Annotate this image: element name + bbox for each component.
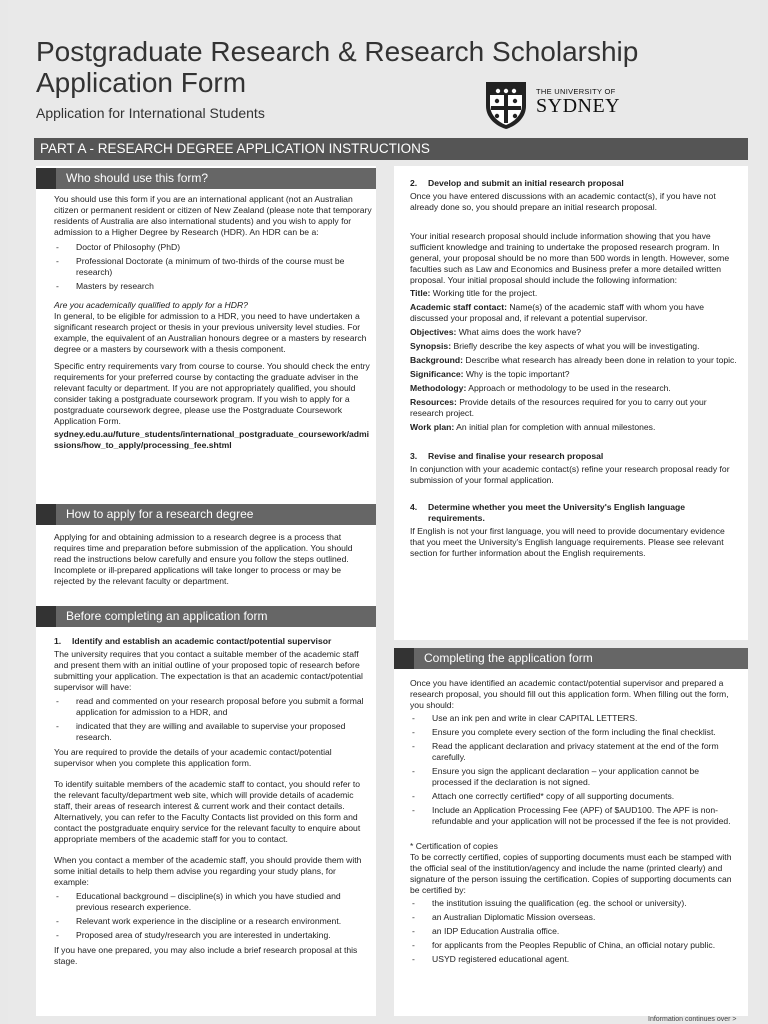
proposal-field	[410, 369, 740, 380]
form-page	[8, 0, 760, 1024]
certification-heading: * Certification of copies	[410, 841, 498, 851]
page-subtitle: Application for International Students	[36, 105, 265, 121]
entry-requirements-paragraph: Specific entry requirements vary from course to course. You should check the entry requirements for your preferred course by contacting the graduate adviser in the relevant faculty or department. If you are not appropriately qualified, you should consider taking a postgraduate coursework program. If you wish to apply for a postgraduate coursework degree, please use the Postgraduate Coursework Application Form.	[54, 361, 370, 426]
how-heading-text: How to apply for a research degree	[66, 507, 254, 521]
heading-marker	[36, 168, 56, 189]
supervisor-expectation-list	[54, 696, 372, 743]
heading-marker	[394, 648, 414, 669]
university-logo	[482, 80, 632, 130]
step-1-paragraph-2: You are required to provide the details of your academic contact/potential supervisor when you complete this application form.	[54, 747, 332, 768]
field-value: What aims does the work have?	[458, 327, 582, 337]
field-value: Provide details of the resources required for you to carry out your research project.	[410, 397, 707, 418]
step-title: Identify and establish an academic contact/potential supervisor	[72, 636, 332, 646]
list-item: - an IDP Education Australia office.	[410, 926, 740, 937]
list-item: - read and commented on your research proposal before you submit a formal application for admission to a HDR, and	[54, 696, 372, 718]
heading-marker	[36, 606, 56, 627]
proposal-field	[410, 288, 740, 299]
part-a-heading: PART A - RESEARCH DEGREE APPLICATION INSTRUCTIONS	[34, 138, 748, 160]
field-key: Work plan:	[410, 422, 455, 432]
step-2-heading	[410, 178, 740, 189]
crest-icon	[482, 80, 530, 130]
step-1-paragraph-4: When you contact a member of the academic staff, you should provide them with some initial details to help them advise you regarding your study plans, for example:	[54, 855, 362, 887]
field-key: Title:	[410, 288, 431, 298]
list-item: - the institution issuing the qualification (eg. the school or university).	[410, 898, 740, 909]
logo-text-big: SYDNEY	[536, 95, 621, 117]
who-heading-text: Who should use this form?	[66, 171, 209, 185]
list-item: - Masters by research	[54, 281, 372, 292]
list-item: - indicated that they are willing and available to supervise your proposed research.	[54, 721, 372, 743]
step-2-paragraph-2: Your initial research proposal should include information showing that you have sufficient knowledge and training to undertake the proposed research program. In general, your proposal should be no more than 500 words in length. However, some faculties such as Law and Economics and Business prefer a more detailed written proposal. Your initial proposal should include the following information:	[410, 231, 730, 285]
list-item: - Include an Application Processing Fee (APF) of $AUD100. The APF is non-refundable and your application will not be processed if the fee is not provided.	[410, 805, 740, 827]
step-1-paragraph-5: If you have one prepared, you may also include a brief research proposal at this stage.	[54, 945, 358, 966]
field-key: Resources:	[410, 397, 457, 407]
field-value: Working title for the project.	[432, 288, 538, 298]
right-column-bottom	[394, 648, 748, 1016]
step-number: 1.	[54, 636, 62, 646]
before-heading-text: Before completing an application form	[66, 609, 268, 623]
field-value: Briefly describe the key aspects of what you will be investigating.	[453, 341, 700, 351]
field-value: Approach or methodology to be used in the research.	[468, 383, 671, 393]
who-section-heading	[36, 168, 376, 189]
list-item: - Ensure you complete every section of the form including the final checklist.	[410, 727, 740, 738]
step-4-paragraph: If English is not your first language, you will need to provide documentary evidence that you meet the University's English language requirements. Please see relevant section for further information about the English requirements.	[410, 526, 725, 558]
left-column	[36, 166, 376, 1016]
list-item: - for applicants from the Peoples Republic of China, an official notary public.	[410, 940, 740, 951]
field-key: Significance:	[410, 369, 464, 379]
initial-details-list	[54, 891, 372, 941]
step-1-heading	[54, 636, 372, 647]
step-3-heading	[410, 451, 740, 462]
title-line-1: Postgraduate Research & Research Scholarship	[36, 36, 639, 67]
list-item: - Educational background – discipline(s) in which you have studied and previous research experience.	[54, 891, 372, 913]
field-key: Methodology:	[410, 383, 467, 393]
list-item: - Proposed area of study/research you are interested in undertaking.	[54, 930, 372, 941]
certifier-list	[410, 898, 740, 965]
step-1-paragraph: The university requires that you contact a suitable member of the academic staff and present them with an initial outline of your proposed topic of research before submitting your application. The expectation is that an academic contact/potential supervisor will have:	[54, 649, 363, 692]
who-section-body	[54, 194, 372, 457]
list-item: - Use an ink pen and write in clear CAPITAL LETTERS.	[410, 713, 740, 724]
logo-text-small: THE UNIVERSITY OF	[536, 87, 616, 96]
field-value: Why is the topic important?	[465, 369, 570, 379]
field-key: Objectives:	[410, 327, 457, 337]
proposal-field	[410, 302, 740, 324]
step-title: Revise and finalise your research proposal	[428, 451, 604, 461]
coursework-link[interactable]: sydney.edu.au/future_students/international_postgraduate_coursework/admissions/how_to_apply/processing_fee.shtml	[54, 429, 370, 450]
form-instructions-list	[410, 713, 740, 827]
proposal-field	[410, 397, 740, 419]
hdr-type-list	[54, 242, 372, 292]
how-section-heading	[36, 504, 376, 525]
title-line-2: Application Form	[36, 67, 247, 98]
step-title: Determine whether you meet the University's English language requirements.	[428, 502, 686, 523]
field-key: Synopsis:	[410, 341, 452, 351]
completing-section-heading	[394, 648, 748, 669]
proposal-field	[410, 383, 740, 394]
field-key: Academic staff contact:	[410, 302, 507, 312]
list-item: - Attach one correctly certified* copy of all supporting documents.	[410, 791, 740, 802]
step-2-paragraph: Once you have entered discussions with an academic contact(s), if you have not already done so, you should prepare an initial research proposal.	[410, 191, 716, 212]
list-item: - Doctor of Philosophy (PhD)	[54, 242, 372, 253]
how-section-body	[54, 532, 372, 593]
step-3-paragraph: In conjunction with your academic contact(s) refine your research proposal ready for submission of your formal application.	[410, 464, 730, 485]
heading-marker	[36, 504, 56, 525]
proposal-field	[410, 327, 740, 338]
list-item: - an Australian Diplomatic Mission overseas.	[410, 912, 740, 923]
completing-section-body	[410, 678, 740, 969]
list-item: - USYD registered educational agent.	[410, 954, 740, 965]
proposal-fields	[410, 288, 740, 433]
certification-paragraph: To be correctly certified, copies of supporting documents must each be stamped with the official seal of the institution/agency and include the name (printed clearly) and signature of the person issuing the certification. Copies of supporting documents can be certified by:	[410, 852, 732, 895]
field-key: Background:	[410, 355, 463, 365]
list-item: - Ensure you sign the applicant declaration – your application cannot be processed if the declaration is not signed.	[410, 766, 740, 788]
completing-heading-text: Completing the application form	[424, 651, 593, 665]
list-item: - Professional Doctorate (a minimum of two-thirds of the course must be research)	[54, 256, 372, 278]
proposal-field	[410, 341, 740, 352]
field-value: Name(s) of the academic staff with whom you have discussed your proposal and, if relevant a potential supervisor.	[410, 302, 705, 323]
who-intro: You should use this form if you are an international applicant (not an Australian citizen or permanent resident or citizen of New Zealand (please note that temporary residents of Australia are also international students) and you wish to apply for admission to a Higher Degree by Research (HDR). An HDR can be a:	[54, 194, 372, 237]
how-paragraph: Applying for and obtaining admission to a research degree is a process that requires time and preparation before submission of the application. You should read the instructions below carefully and ensure you follow the steps outlined. Incomplete or ill-prepared applications will take longer to process or may be rejected by the relevant faculty or department.	[54, 532, 353, 586]
step-number: 2.	[410, 178, 418, 188]
qualified-paragraph: In general, to be eligible for admission to a HDR, you need to have undertaken a significant research project or thesis in your previous university level studies. For example, the equivalent of an Australian honours degree or a masters by research degree or a masters by coursework with a thesis component.	[54, 311, 367, 354]
step-title: Develop and submit an initial research proposal	[428, 178, 624, 188]
proposal-field	[410, 355, 740, 366]
before-section-heading	[36, 606, 376, 627]
step-number: 4.	[410, 502, 418, 512]
continues-note: Information continues over >	[648, 1016, 737, 1023]
proposal-steps	[410, 178, 740, 565]
list-item: - Read the applicant declaration and privacy statement at the end of the form carefully.	[410, 741, 740, 763]
list-item: - Relevant work experience in the discipline or a research environment.	[54, 916, 372, 927]
step-number: 3.	[410, 451, 418, 461]
before-section-body	[54, 636, 372, 973]
step-4-heading	[410, 502, 740, 524]
field-value: An initial plan for completion with annual milestones.	[456, 422, 656, 432]
proposal-field	[410, 422, 740, 433]
right-column-top	[394, 166, 748, 640]
step-1-paragraph-3: To identify suitable members of the academic staff to contact, you should refer to the relevant faculty/department web site, which will provide details of academic staff, their areas of research interest & current work and their contact details. Alternatively, you can refer to the Faculty Contacts list provided on this form and contact the postgraduate enquiry service for the relevant faculty to enquire about appropriate members of the academic staff for you to contact.	[54, 779, 361, 844]
field-value: Describe what research has already been done in relation to your topic.	[465, 355, 737, 365]
completing-paragraph: Once you have identified an academic contact/potential supervisor and prepared a research proposal, you should fill out this application form. When filling out the form, you should:	[410, 678, 729, 710]
qualified-question: Are you academically qualified to apply for a HDR?	[54, 300, 248, 310]
